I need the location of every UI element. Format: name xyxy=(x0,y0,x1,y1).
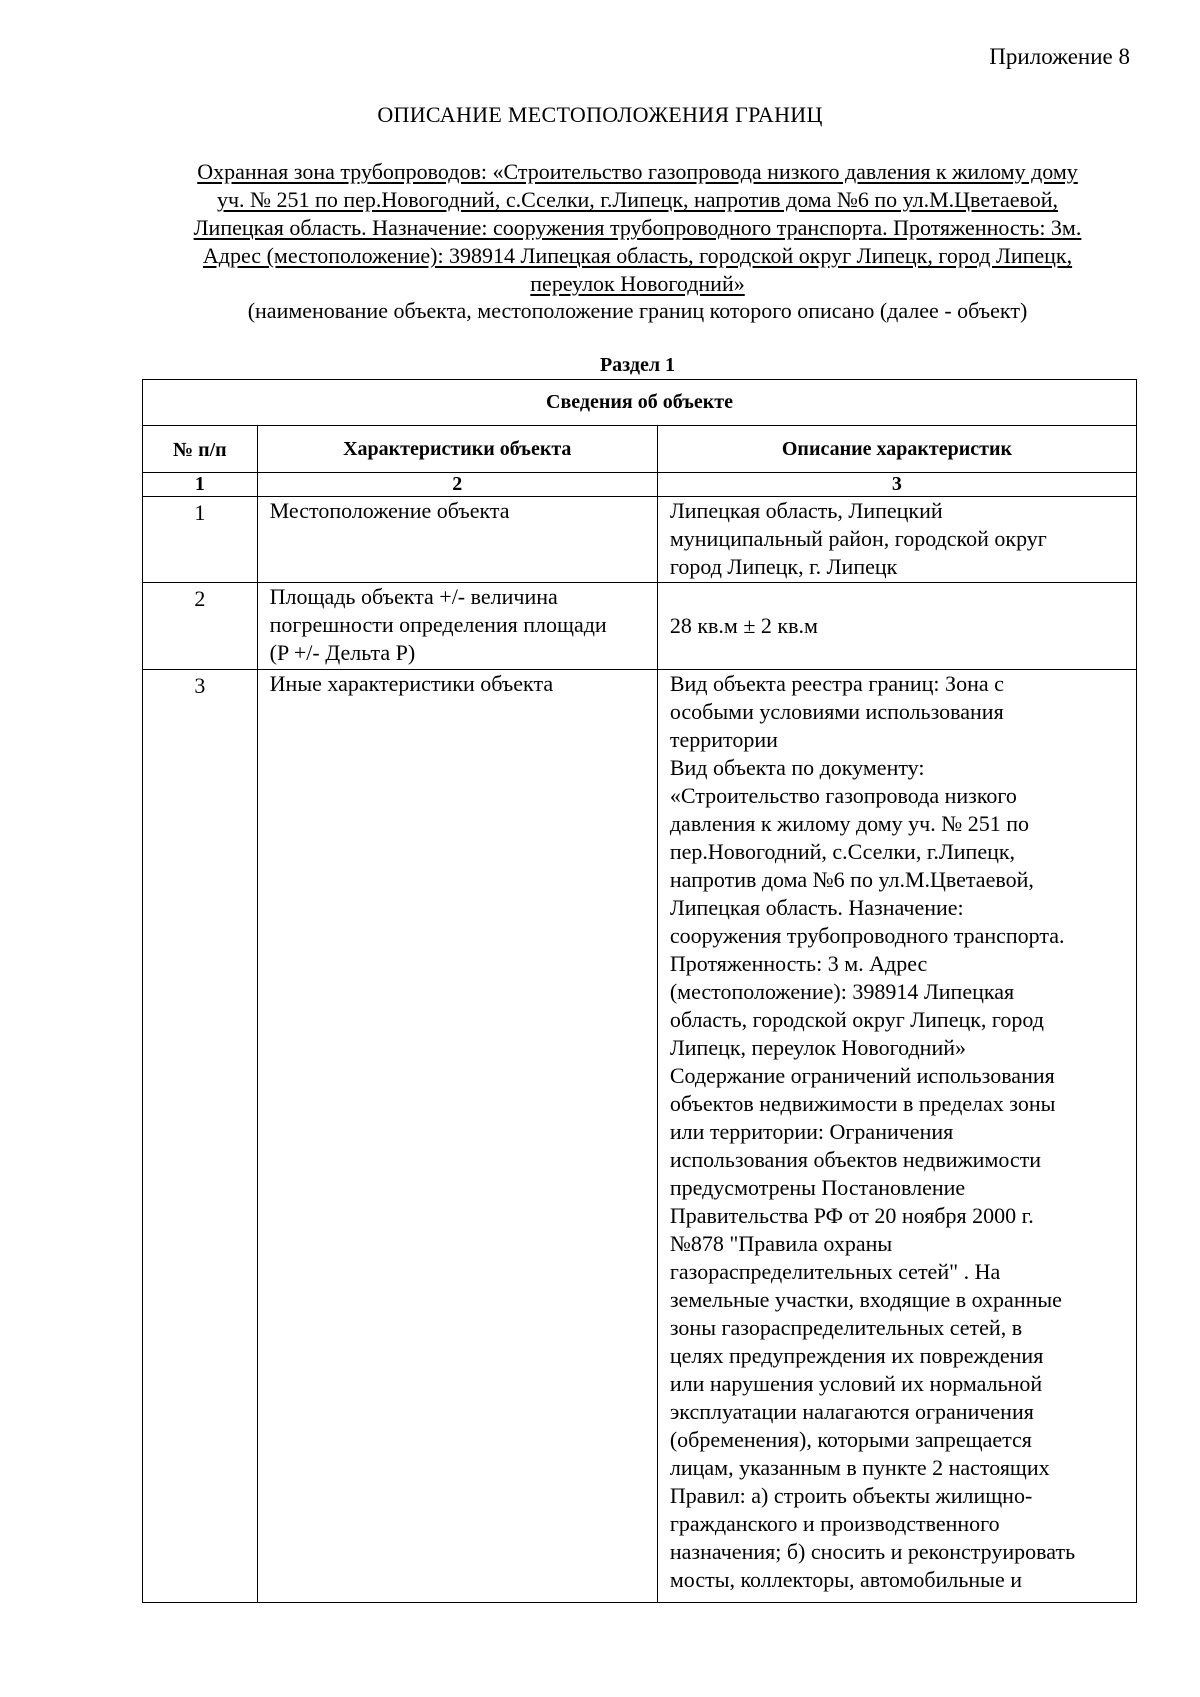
description-line: зоны газораспределительных сетей, в xyxy=(669,1315,1023,1340)
description-line: пер.Новогодний, с.Сселки, г.Липецк, xyxy=(669,839,1016,864)
description-line: мосты, коллекторы, автомобильные и xyxy=(669,1567,1022,1592)
object-name-line: уч. № 251 по пер.Новогодний, с.Сселки, г.Липецк, напротив дома №6 по ул.М.Цветаевой, xyxy=(216,187,1059,212)
row-characteristic xyxy=(257,670,657,1603)
object-name-line: Охранная зона трубопроводов: «Строительство газопровода низкого давления к жилому дому xyxy=(197,159,1078,184)
description-line: эксплуатации налагаются ограничения xyxy=(669,1399,1034,1424)
object-name-line: переулок Новогодний» xyxy=(530,271,745,296)
row-description xyxy=(657,583,1136,670)
description-line: напротив дома №6 по ул.М.Цветаевой, xyxy=(669,867,1034,892)
characteristic-line: погрешности определения площади xyxy=(269,612,607,637)
object-info-table xyxy=(142,379,1137,1603)
description-line: лицам, указанным в пункте 2 настоящих xyxy=(669,1455,1050,1480)
row-number: 1 xyxy=(143,497,258,583)
description-line: №878 "Правила охраны xyxy=(669,1231,893,1256)
column-number: 2 xyxy=(257,473,657,497)
object-name-caption: (наименование объекта, местоположение границ которого описано (далее - объект) xyxy=(247,298,1028,323)
description-line: земельные участки, входящие в охранные xyxy=(669,1287,1062,1312)
description-line: объектов недвижимости в пределах зоны xyxy=(669,1091,1056,1116)
description-line: предусмотрены Постановление xyxy=(669,1175,966,1200)
description-line: Вид объекта по документу: xyxy=(669,755,925,780)
description-line: газораспределительных сетей" . На xyxy=(669,1259,1001,1284)
description-line: Липецкая область, Липецкий xyxy=(669,498,943,523)
description-line: сооружения трубопроводного транспорта. xyxy=(669,923,1065,948)
appendix-label: Приложение 8 xyxy=(989,44,1130,69)
characteristic-line: Площадь объекта +/- величина xyxy=(269,584,558,609)
description-line: город Липецк, г. Липецк xyxy=(669,554,898,579)
description-line: область, городской округ Липецк, город xyxy=(669,1007,1044,1032)
object-name-line: Липецкая область. Назначение: сооружения трубопроводного транспорта. Протяженность: 3м. xyxy=(193,215,1082,240)
description-line: (местоположение): 398914 Липецкая xyxy=(669,979,1015,1004)
row-characteristic xyxy=(257,583,657,670)
description-line: или нарушения условий их нормальной xyxy=(669,1371,1043,1396)
characteristic-line: Местоположение объекта xyxy=(269,498,510,523)
description-line: Протяженность: 3 м. Адрес xyxy=(669,951,928,976)
table-row xyxy=(143,497,1137,583)
description-line: 28 кв.м ± 2 кв.м xyxy=(669,613,818,638)
section-title: Раздел 1 xyxy=(599,354,676,376)
description-line: или территории: Ограничения xyxy=(669,1119,954,1144)
column-number: 3 xyxy=(657,473,1136,497)
row-characteristic xyxy=(257,497,657,583)
object-name xyxy=(140,158,1135,298)
document-title: ОПИСАНИЕ МЕСТОПОЛОЖЕНИЯ ГРАНИЦ xyxy=(377,102,823,127)
table-caption: Сведения об объекте xyxy=(143,380,1137,426)
description-line: использования объектов недвижимости xyxy=(669,1147,1042,1172)
description-line: Правительства РФ от 20 ноября 2000 г. xyxy=(669,1203,1034,1228)
description-line: Правил: а) строить объекты жилищно- xyxy=(669,1483,1033,1508)
table-caption-row xyxy=(143,380,1137,426)
object-name-line: Адрес (местоположение): 398914 Липецкая область, городской округ Липецк, город Липецк, xyxy=(202,243,1073,268)
header-number: № п/п xyxy=(143,426,258,473)
row-description xyxy=(657,670,1136,1603)
description-line: особыми условиями использования xyxy=(669,699,1004,724)
column-number: 1 xyxy=(143,473,258,497)
description-line: назначения; б) сносить и реконструировать xyxy=(669,1539,1076,1564)
table-row xyxy=(143,583,1137,670)
description-line: территории xyxy=(669,727,778,752)
row-number: 3 xyxy=(143,670,258,1603)
description-line: Вид объекта реестра границ: Зона с xyxy=(669,671,1004,696)
row-description xyxy=(657,497,1136,583)
description-line: Липецк, переулок Новогодний» xyxy=(669,1035,966,1060)
header-characteristic: Характеристики объекта xyxy=(257,426,657,473)
description-line: Липецкая область. Назначение: xyxy=(669,895,964,920)
table-header-row xyxy=(143,426,1137,473)
description-line: гражданского и производственного xyxy=(669,1511,1000,1536)
column-number-row xyxy=(143,473,1137,497)
table-row xyxy=(143,670,1137,1603)
description-line: Содержание ограничений использования xyxy=(669,1063,1055,1088)
description-line: (обременения), которыми запрещается xyxy=(669,1427,1032,1452)
description-line: целях предупреждения их повреждения xyxy=(669,1343,1044,1368)
characteristic-line: (P +/- Дельта P) xyxy=(269,640,416,665)
description-line: муниципальный район, городской округ xyxy=(669,526,1047,551)
row-number: 2 xyxy=(143,583,258,670)
header-description: Описание характеристик xyxy=(657,426,1136,473)
description-line: давления к жилому дому уч. № 251 по xyxy=(669,811,1029,836)
characteristic-line: Иные характеристики объекта xyxy=(269,671,554,696)
description-line: «Строительство газопровода низкого xyxy=(669,783,1017,808)
